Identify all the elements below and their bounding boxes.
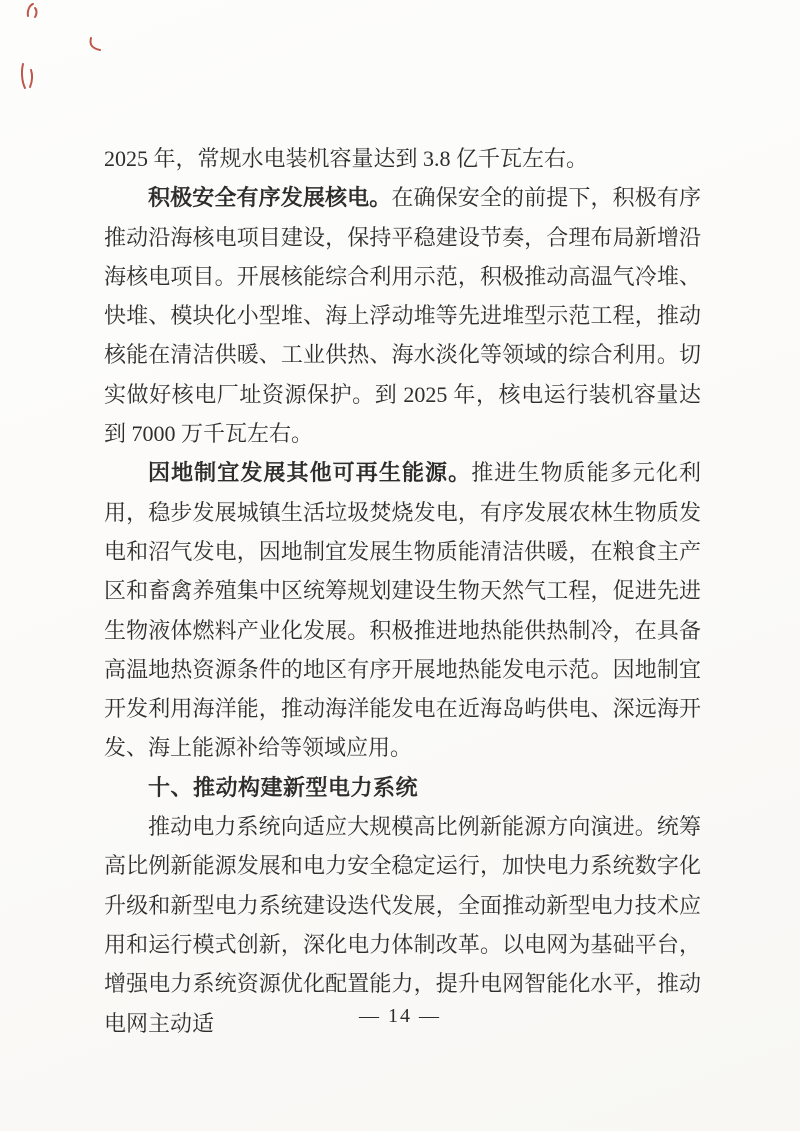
paragraph-text: 2025 年，常规水电装机容量达到 3.8 亿千瓦左右。: [104, 146, 589, 171]
red-ink-artifact-icon: [86, 36, 104, 54]
paragraph-lead-bold: 积极安全有序发展核电。: [148, 185, 392, 211]
paragraph-nuclear: [104, 178, 701, 453]
body-text: [104, 139, 701, 1043]
section-heading: 十、推动构建新型电力系统: [148, 774, 419, 800]
paragraph-renewables: [104, 453, 701, 767]
paragraph-text: 在确保安全的前提下，积极有序推动沿海核电项目建设，保持平稳建设节奏，合理布局新增沿海核电项目。开展核能综合利用示范，积极推动高温气冷堆、快堆、模块化小型堆、海上浮动堆等先进堆型示范工程，推动核能在清洁供暖、工业供热、海水淡化等领域的综合利用。切实做好核电厂址资源保护。到 2025 年，核电运行装机容量达到 7000 万千瓦左右。: [104, 185, 701, 447]
paragraph-lead-bold: 因地制宜发展其他可再生能源。: [148, 460, 472, 486]
page-number: — 14 —: [359, 1005, 441, 1027]
paragraph-text: 推进生物质能多元化利用，稳步发展城镇生活垃圾焚烧发电，有序发展农林生物质发电和沼气发电，因地制宜发展生物质能清洁供暖，在粮食主产区和畜禽养殖集中区统筹规划建设生物天然气工程，促进先进生物液体燃料产业化发展。积极推进地热能供热制冷，在具备高温地热资源条件的地区有序开展地热能发电示范。因地制宜开发利用海洋能，推动海洋能发电在近海岛屿供电、深远海开发、海上能源补给等领域应用。: [104, 460, 701, 761]
paragraph-hydropower-continuation: [104, 139, 701, 178]
paragraph-text: 推动电力系统向适应大规模高比例新能源方向演进。统筹高比例新能源发展和电力安全稳定运行，加快电力系统数字化升级和新型电力系统建设迭代发展，全面推动新型电力技术应用和运行模式创新，深化电力体制改革。以电网为基础平台，增强电力系统资源优化配置能力，提升电网智能化水平，推动电网主动适: [104, 814, 701, 1036]
red-ink-artifact-icon: [18, 62, 38, 90]
red-ink-artifact-icon: [24, 2, 42, 20]
